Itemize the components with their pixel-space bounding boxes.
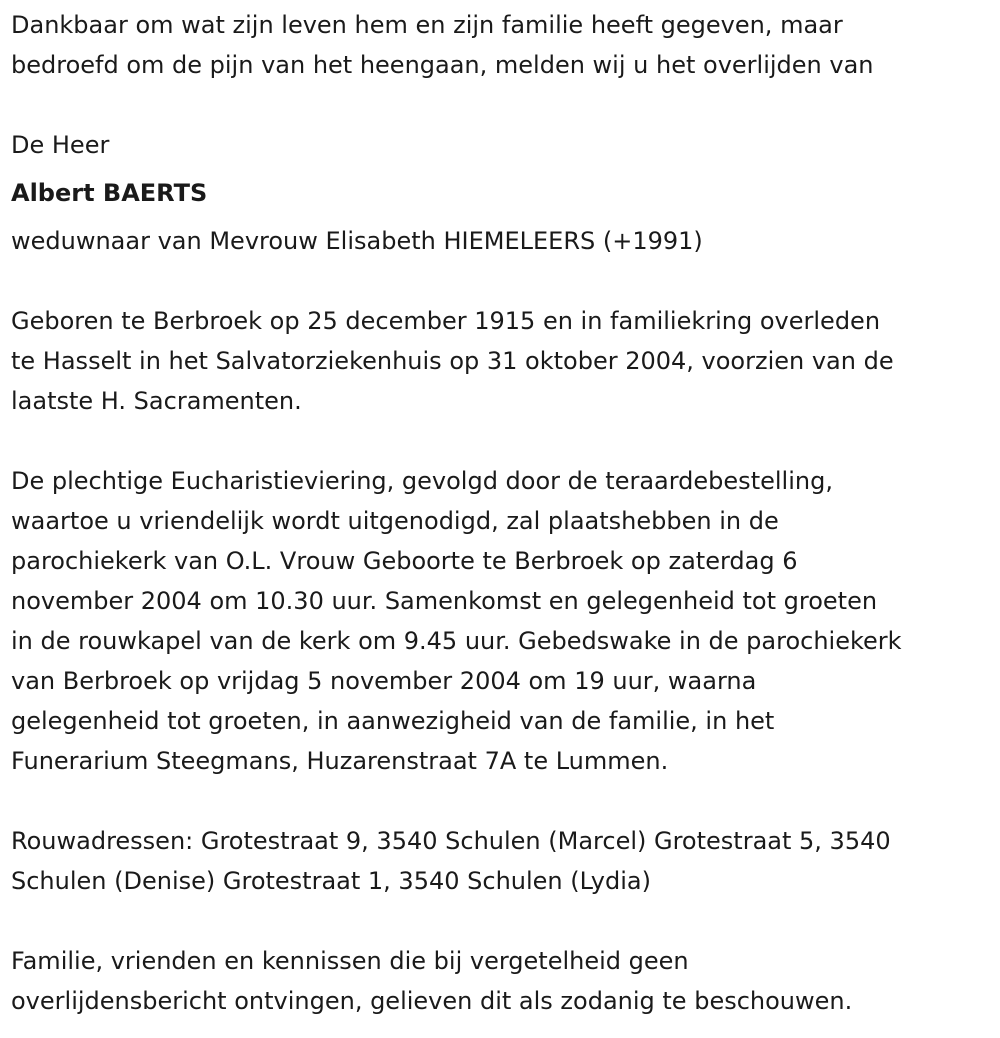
ceremony-line-2: waartoe u vriendelijk wordt uitgenodigd, zal plaatshebben in de (11, 507, 779, 535)
birth-death-line-1: Geboren te Berbroek op 25 december 1915 en in familiekring overleden (11, 307, 881, 335)
ceremony-line-7: gelegenheid tot groeten, in aanwezigheid van de familie, in het (11, 707, 775, 735)
ceremony-line-1: De plechtige Eucharistieviering, gevolgd door de teraardebestelling, (11, 467, 833, 495)
birth-death-line-2: te Hasselt in het Salvatorziekenhuis op 31 oktober 2004, voorzien van de (11, 347, 894, 375)
addresses-line-1: Rouwadressen: Grotestraat 9, 3540 Schulen (Marcel) Grotestraat 5, 3540 (11, 827, 891, 855)
spouse-line: weduwnaar van Mevrouw Elisabeth HIEMELEERS (+1991) (11, 227, 703, 255)
ceremony-line-5: in de rouwkapel van de kerk om 9.45 uur. Gebedswake in de parochiekerk (11, 627, 902, 655)
ceremony-line-8: Funerarium Steegmans, Huzarenstraat 7A te Lummen. (11, 747, 669, 775)
ceremony-line-4: november 2004 om 10.30 uur. Samenkomst en gelegenheid tot groeten (11, 587, 878, 615)
ceremony-line-6: van Berbroek op vrijdag 5 november 2004 om 19 uur, waarna (11, 667, 757, 695)
salutation: De Heer (11, 131, 110, 159)
intro-line-1: Dankbaar om wat zijn leven hem en zijn familie heeft gegeven, maar (11, 11, 843, 39)
closing-line-2: overlijdensbericht ontvingen, gelieven dit als zodanig te beschouwen. (11, 987, 853, 1015)
intro-line-2: bedroefd om de pijn van het heengaan, melden wij u het overlijden van (11, 51, 874, 79)
closing-line-1: Familie, vrienden en kennissen die bij vergetelheid geen (11, 947, 689, 975)
deceased-name: Albert BAERTS (11, 179, 208, 207)
ceremony-line-3: parochiekerk van O.L. Vrouw Geboorte te Berbroek op zaterdag 6 (11, 547, 798, 575)
addresses-line-2: Schulen (Denise) Grotestraat 1, 3540 Schulen (Lydia) (11, 867, 651, 895)
birth-death-line-3: laatste H. Sacramenten. (11, 387, 302, 415)
